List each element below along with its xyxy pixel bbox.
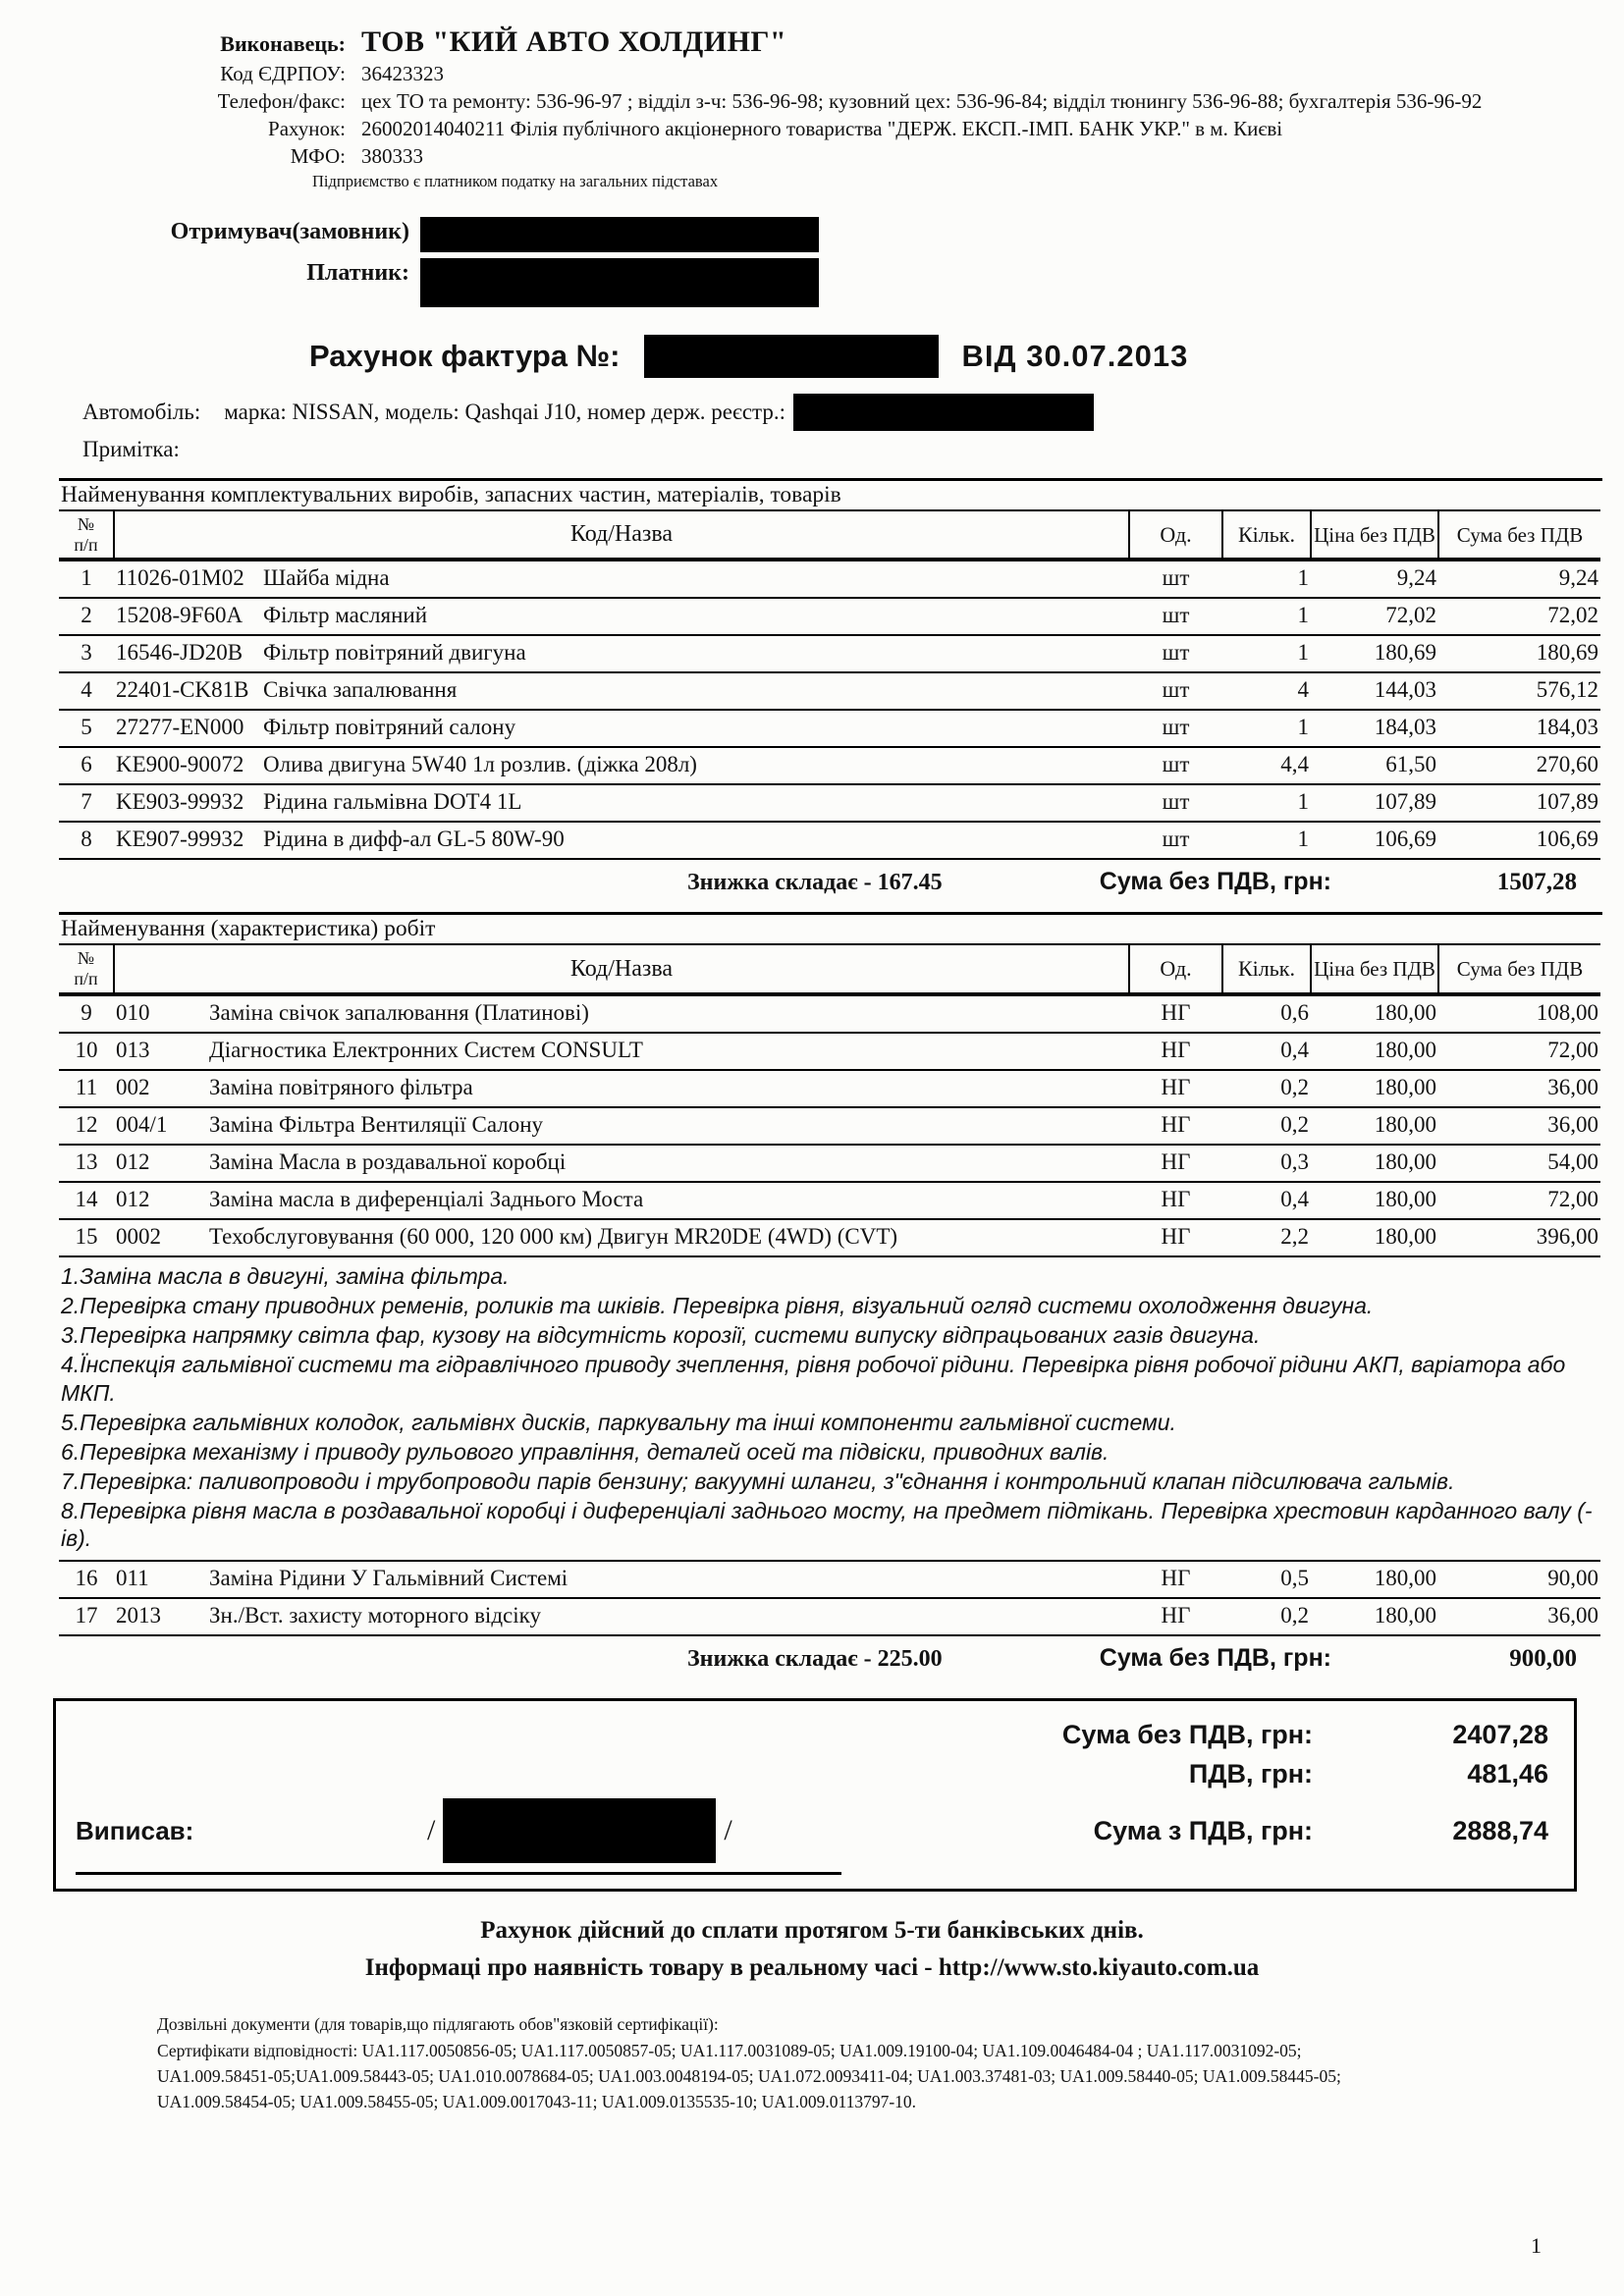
- invoice-title-row: [309, 335, 1624, 378]
- receiver-row: [0, 217, 1624, 252]
- row-title: Заміна повітряного фільтра: [209, 1074, 473, 1099]
- row-code: KE900-90072: [116, 752, 244, 777]
- signature-line: [76, 1868, 841, 1875]
- parts-table: [59, 509, 1600, 860]
- row-number: 15: [59, 1219, 114, 1256]
- parts-summary-row: [59, 868, 1600, 896]
- row-sum: 106,69: [1438, 822, 1600, 859]
- row-title: Рідина гальмівна DOT4 1L: [263, 789, 522, 815]
- row-sum: 36,00: [1438, 1598, 1600, 1635]
- row-sum: 184,03: [1438, 710, 1600, 747]
- row-code-name: [114, 635, 1129, 672]
- col-unit: Од.: [1129, 944, 1222, 993]
- col-num-line2: п/п: [74, 969, 98, 989]
- row-sum: 54,00: [1438, 1145, 1600, 1182]
- table-row: [59, 994, 1600, 1033]
- works-table-body-2: [59, 1561, 1600, 1635]
- redacted-receiver: [420, 217, 819, 252]
- row-code-name: [114, 598, 1129, 635]
- row-unit: НГ: [1129, 1561, 1222, 1598]
- table-row: [59, 710, 1600, 747]
- redacted-invoice-number: [644, 335, 939, 378]
- row-sum: 72,00: [1438, 1033, 1600, 1070]
- mfo-label: МФО:: [290, 144, 346, 168]
- row-code-name: [114, 672, 1129, 710]
- parts-discount: Знижка складає - 167.45: [687, 870, 943, 896]
- edrpou-label: Код ЄДРПОУ:: [220, 62, 346, 85]
- row-code-name: [114, 1182, 1129, 1219]
- row-qty: 1: [1222, 598, 1311, 635]
- row-code-name: [114, 710, 1129, 747]
- row-number: 11: [59, 1070, 114, 1107]
- row-title: Заміна Масла в роздавальної коробці: [209, 1148, 567, 1174]
- row-qty: 1: [1222, 710, 1311, 747]
- header: [0, 0, 1624, 191]
- edrpou-row: [0, 62, 1624, 86]
- page-number: 1: [1531, 2233, 1542, 2258]
- redacted-signature: [443, 1798, 716, 1863]
- row-title: Фільтр масляний: [263, 603, 428, 628]
- col-code-name: Код/Назва: [114, 510, 1129, 560]
- totals-vat-label: ПДВ, грн:: [1188, 1759, 1313, 1789]
- work-note-line: 2.Перевірка стану приводних ременів, роликів та шківів. Перевірка рівня, візуальний огляд системи охолодження двигуна.: [61, 1292, 1374, 1318]
- row-sum: 72,02: [1438, 598, 1600, 635]
- row-code-name: [114, 1145, 1129, 1182]
- permits-block: [157, 2011, 1532, 2114]
- works-subtotal-value: 900,00: [1509, 1645, 1577, 1673]
- row-qty: 1: [1222, 635, 1311, 672]
- row-code: 012: [116, 1186, 150, 1211]
- col-sum: Сума без ПДВ: [1438, 510, 1600, 560]
- row-code: KE907-99932: [116, 827, 244, 852]
- works-table-header: [59, 944, 1600, 993]
- totals-total-value: 2888,74: [1452, 1815, 1548, 1845]
- row-sum: 396,00: [1438, 1219, 1600, 1256]
- car-label: Автомобіль:: [82, 400, 201, 424]
- row-price: 180,00: [1311, 994, 1438, 1033]
- row-code: 002: [116, 1074, 150, 1099]
- row-number: 8: [59, 822, 114, 859]
- row-price: 106,69: [1311, 822, 1438, 859]
- row-title: Заміна масла в диференціалі Заднього Моста: [209, 1186, 644, 1211]
- tax-note: Підприємство є платником податку на загальних підставах: [312, 172, 719, 190]
- row-unit: шт: [1129, 710, 1222, 747]
- row-code-name: [114, 994, 1129, 1033]
- row-code: 011: [116, 1566, 149, 1591]
- note-label: Примітка:: [82, 437, 180, 461]
- row-code: KE903-99932: [116, 789, 244, 815]
- phone-row: [0, 89, 1624, 114]
- row-title: Заміна свічок запалювання (Платинові): [209, 999, 589, 1025]
- row-code-name: [114, 1598, 1129, 1635]
- row-code: 004/1: [116, 1111, 168, 1137]
- slash-right: /: [724, 1814, 732, 1847]
- row-qty: 0,2: [1222, 1107, 1311, 1145]
- executor-row: [0, 26, 1624, 59]
- notes-cell: [59, 1256, 1600, 1562]
- row-qty: 0,6: [1222, 994, 1311, 1033]
- totals-subtotal-value: 2407,28: [1452, 1720, 1548, 1750]
- row-code: 2013: [116, 1603, 161, 1629]
- row-code: 010: [116, 999, 150, 1025]
- table-row: [59, 784, 1600, 822]
- row-number: 7: [59, 784, 114, 822]
- footer-availability-url: Інформаці про наявність товару в реальному часі - http://www.sto.kiyauto.com.ua: [364, 1954, 1260, 1982]
- row-title: Рідина в дифф-ал GL-5 80W-90: [263, 827, 565, 852]
- parts-table-body: [59, 560, 1600, 859]
- row-qty: 0,3: [1222, 1145, 1311, 1182]
- row-code-name: [114, 784, 1129, 822]
- row-qty: 0,4: [1222, 1033, 1311, 1070]
- row-qty: 4,4: [1222, 747, 1311, 784]
- row-price: 180,00: [1311, 1033, 1438, 1070]
- invoice-date: ВІД 30.07.2013: [961, 339, 1189, 373]
- account-value: 26002014040211 Філія публічного акціонерного товариства "ДЕРЖ. ЕКСП.-ІМП. БАНК УКР." в м. Києві: [361, 117, 1283, 140]
- row-unit: шт: [1129, 598, 1222, 635]
- row-code: 16546-JD20B: [116, 640, 244, 666]
- row-qty: 0,5: [1222, 1561, 1311, 1598]
- row-qty: 2,2: [1222, 1219, 1311, 1256]
- phone-label: Телефон/факс:: [217, 89, 346, 113]
- col-num-line1: №: [77, 514, 95, 534]
- col-price: Ціна без ПДВ: [1311, 944, 1438, 993]
- works-notes-body: [59, 1256, 1600, 1562]
- col-qty: Кільк.: [1222, 510, 1311, 560]
- payer-row: [0, 258, 1624, 307]
- totals-box: [53, 1698, 1577, 1892]
- table-row: [59, 1219, 1600, 1256]
- row-unit: НГ: [1129, 1182, 1222, 1219]
- row-qty: 1: [1222, 784, 1311, 822]
- row-sum: 108,00: [1438, 994, 1600, 1033]
- table-row: [59, 1182, 1600, 1219]
- row-sum: 36,00: [1438, 1107, 1600, 1145]
- col-price: Ціна без ПДВ: [1311, 510, 1438, 560]
- row-code-name: [114, 747, 1129, 784]
- row-price: 180,00: [1311, 1598, 1438, 1635]
- row-code: 013: [116, 1037, 150, 1062]
- row-unit: шт: [1129, 784, 1222, 822]
- executor-label: Виконавець:: [220, 31, 346, 56]
- row-price: 107,89: [1311, 784, 1438, 822]
- col-num-line1: №: [77, 948, 95, 969]
- redacted-reg-number: [793, 394, 1094, 431]
- row-unit: НГ: [1129, 1145, 1222, 1182]
- row-unit: НГ: [1129, 1070, 1222, 1107]
- row-sum: 9,24: [1438, 560, 1600, 598]
- row-code-name: [114, 1070, 1129, 1107]
- invoice-title: Рахунок фактура №:: [309, 339, 621, 373]
- row-price: 180,00: [1311, 1145, 1438, 1182]
- row-number: 5: [59, 710, 114, 747]
- certificates-list: [157, 2038, 1532, 2115]
- row-number: 17: [59, 1598, 114, 1635]
- mfo-value: 380333: [361, 144, 423, 168]
- account-row: [0, 117, 1624, 141]
- col-num: [59, 510, 114, 560]
- work-note-line: 7.Перевірка: паливопроводи і трубопроводи парів бензину; вакуумні шланги, з"єднання і контрольний клапан підсилювача гальмів.: [61, 1468, 1455, 1494]
- row-code: 11026-01M02: [116, 565, 244, 591]
- table-row: [59, 1598, 1600, 1635]
- col-unit: Од.: [1129, 510, 1222, 560]
- row-price: 72,02: [1311, 598, 1438, 635]
- col-code-name: Код/Назва: [114, 944, 1129, 993]
- table-row: [59, 560, 1600, 598]
- row-price: 180,00: [1311, 1107, 1438, 1145]
- row-qty: 0,2: [1222, 1598, 1311, 1635]
- work-note-line: 5.Перевірка гальмівних колодок, гальмівнх дисків, паркувальну та інші компоненти гальмівної системи.: [61, 1409, 1176, 1435]
- row-code: 15208-9F60A: [116, 603, 244, 628]
- row-number: 16: [59, 1561, 114, 1598]
- redacted-payer: [420, 258, 819, 307]
- permits-title: Дозвільні документи (для товарів,що підлягають обов"язковій сертифікації):: [157, 2014, 719, 2035]
- row-sum: 36,00: [1438, 1070, 1600, 1107]
- slash-left: /: [427, 1814, 436, 1847]
- row-code-name: [114, 1107, 1129, 1145]
- row-unit: шт: [1129, 672, 1222, 710]
- table-row: [59, 672, 1600, 710]
- row-number: 3: [59, 635, 114, 672]
- row-code: 27277-EN000: [116, 715, 244, 740]
- row-code-name: [114, 1033, 1129, 1070]
- row-sum: 107,89: [1438, 784, 1600, 822]
- work-note-line: 3.Перевірка напрямку світла фар, кузову на відсутність корозії, системи випуску відпрацьованих газів двигуна.: [61, 1321, 1261, 1348]
- row-qty: 4: [1222, 672, 1311, 710]
- phone-value: цех ТО та ремонту: 536-96-97 ; відділ з-ч: 536-96-98; кузовний цех: 536-96-84; відділ тюнингу 536-96-88; бухгалтерія 536-96-92: [361, 89, 1483, 113]
- table-row: [59, 822, 1600, 859]
- row-unit: НГ: [1129, 1598, 1222, 1635]
- car-row: [82, 394, 1624, 431]
- row-number: 14: [59, 1182, 114, 1219]
- table-row: [59, 635, 1600, 672]
- table-row: [59, 747, 1600, 784]
- row-price: 9,24: [1311, 560, 1438, 598]
- row-unit: НГ: [1129, 1033, 1222, 1070]
- row-price: 180,00: [1311, 1182, 1438, 1219]
- table-row: [59, 598, 1600, 635]
- row-code-name: [114, 1219, 1129, 1256]
- row-sum: 180,69: [1438, 635, 1600, 672]
- mfo-row: [0, 144, 1624, 169]
- table-row: [59, 1561, 1600, 1598]
- issued-by-row: [76, 1798, 1548, 1863]
- table-row: [59, 1033, 1600, 1070]
- row-unit: шт: [1129, 560, 1222, 598]
- totals-subtotal-row: [76, 1720, 1548, 1750]
- row-number: 2: [59, 598, 114, 635]
- col-num: [59, 944, 114, 993]
- row-unit: шт: [1129, 635, 1222, 672]
- row-sum: 576,12: [1438, 672, 1600, 710]
- row-title: Шайба мідна: [263, 565, 390, 591]
- row-title: Свічка запалювання: [263, 677, 458, 703]
- totals-vat-value: 481,46: [1467, 1759, 1548, 1789]
- totals-vat-row: [76, 1759, 1548, 1789]
- row-title: Заміна Фільтра Вентиляції Салону: [209, 1111, 544, 1137]
- row-title: Фільтр повітряний салону: [263, 715, 516, 740]
- works-section-title: Найменування (характеристика) робіт: [59, 912, 1602, 943]
- row-number: 12: [59, 1107, 114, 1145]
- works-discount: Знижка складає - 225.00: [687, 1646, 943, 1673]
- row-title: Зн./Вст. захисту моторного відсіку: [209, 1603, 541, 1629]
- table-row: [59, 1070, 1600, 1107]
- col-num-line2: п/п: [74, 534, 98, 555]
- row-unit: НГ: [1129, 1107, 1222, 1145]
- row-qty: 0,2: [1222, 1070, 1311, 1107]
- row-price: 180,00: [1311, 1070, 1438, 1107]
- table-row: [59, 1107, 1600, 1145]
- parts-subtotal-label: Сума без ПДВ, грн:: [1099, 868, 1331, 896]
- row-price: 180,00: [1311, 1219, 1438, 1256]
- row-number: 4: [59, 672, 114, 710]
- account-label: Рахунок:: [268, 117, 346, 140]
- row-code-name: [114, 822, 1129, 859]
- row-number: 1: [59, 560, 114, 598]
- row-sum: 90,00: [1438, 1561, 1600, 1598]
- issued-by-label: Виписав:: [76, 1815, 194, 1845]
- work-note-line: 4.Їнспекція гальмівної системи та гідравлічного приводу зчеплення, рівня робочої рідини. Перевірка рівня робочої рідини АКП, варіатора або МКП.: [61, 1351, 1566, 1406]
- row-unit: шт: [1129, 747, 1222, 784]
- work-note-line: 8.Перевірка рівня масла в роздавальної коробці і диференціалі заднього мосту, на предмет підтікань. Перевірка хрестовин карданного валу (-ів).: [61, 1497, 1593, 1552]
- row-code: 0002: [116, 1223, 161, 1249]
- works-table: [59, 943, 1600, 1636]
- receiver-label: Отримувач(замовник): [170, 219, 409, 244]
- works-table-body-1: [59, 994, 1600, 1256]
- row-title: Олива двигуна 5W40 1л розлив. (діжка 208л): [263, 752, 697, 777]
- row-title: Діагностика Електронних Систем CONSULT: [209, 1037, 643, 1062]
- certificate-line: UA1.009.58451-05;UA1.009.58443-05; UA1.010.0078684-05; UA1.003.0048194-05; UA1.072.0093411-04; UA1.003.37481-03; UA1.009.58440-05; UA1.009.58445-05;: [157, 2065, 1341, 2086]
- col-qty: Кільк.: [1222, 944, 1311, 993]
- notes-row: [59, 1256, 1600, 1562]
- row-title: Фільтр повітряний двигуна: [263, 640, 526, 666]
- row-title: Техобслуговування (60 000, 120 000 км) Двигун MR20DE (4WD) (CVT): [209, 1223, 898, 1249]
- certificate-line: UA1.009.58454-05; UA1.009.58455-05; UA1.009.0017043-11; UA1.009.0135535-10; UA1.009.0113797-10.: [157, 2092, 917, 2112]
- row-number: 9: [59, 994, 114, 1033]
- parts-section-title: Найменування комплектувальних виробів, запасних частин, матеріалів, товарів: [59, 478, 1602, 509]
- row-price: 180,00: [1311, 1561, 1438, 1598]
- totals-subtotal-label: Сума без ПДВ, грн:: [1061, 1720, 1313, 1750]
- row-number: 13: [59, 1145, 114, 1182]
- row-code-name: [114, 1561, 1129, 1598]
- row-price: 180,69: [1311, 635, 1438, 672]
- row-code: 22401-CK81B: [116, 677, 249, 703]
- row-qty: 1: [1222, 560, 1311, 598]
- works-subtotal-label: Сума без ПДВ, грн:: [1099, 1644, 1331, 1673]
- row-price: 184,03: [1311, 710, 1438, 747]
- payer-label: Платник:: [306, 260, 409, 286]
- edrpou-value: 36423323: [361, 62, 444, 85]
- row-sum: 72,00: [1438, 1182, 1600, 1219]
- row-number: 10: [59, 1033, 114, 1070]
- work-note-line: 6.Перевірка механізму і приводу рульового управління, деталей осей та підвіски, приводних валів.: [61, 1438, 1110, 1465]
- col-sum: Сума без ПДВ: [1438, 944, 1600, 993]
- row-price: 144,03: [1311, 672, 1438, 710]
- row-unit: НГ: [1129, 1219, 1222, 1256]
- row-qty: 1: [1222, 822, 1311, 859]
- car-info: марка: NISSAN, модель: Qashqai J10, номер держ. реєстр.:: [224, 400, 785, 424]
- row-number: 6: [59, 747, 114, 784]
- row-unit: шт: [1129, 822, 1222, 859]
- row-sum: 270,60: [1438, 747, 1600, 784]
- row-title: Заміна Рідини У Гальмівний Системі: [209, 1566, 568, 1591]
- works-summary-row: [59, 1644, 1600, 1673]
- totals-total-label: Сума з ПДВ, грн:: [1093, 1815, 1313, 1845]
- parts-subtotal-value: 1507,28: [1496, 869, 1577, 896]
- table-row: [59, 1145, 1600, 1182]
- row-code: 012: [116, 1148, 150, 1174]
- row-qty: 0,4: [1222, 1182, 1311, 1219]
- footer-validity: Рахунок дійсний до сплати протягом 5-ти банківських днів.: [480, 1917, 1144, 1945]
- row-unit: НГ: [1129, 994, 1222, 1033]
- certificate-line: Сертифікати відповідності: UA1.117.0050856-05; UA1.117.0050857-05; UA1.117.0031089-05; UA1.009.19100-04; UA1.109.0046484-04 ; UA1.117.0031092-05;: [157, 2040, 1302, 2060]
- parts-table-header: [59, 510, 1600, 560]
- work-note-line: 1.Заміна масла в двигуні, заміна фільтра.: [61, 1262, 510, 1289]
- row-code-name: [114, 560, 1129, 598]
- receiver-payer-block: [0, 217, 1624, 307]
- executor-name: ТОВ "КИЙ АВТО ХОЛДИНГ": [361, 26, 787, 58]
- row-price: 61,50: [1311, 747, 1438, 784]
